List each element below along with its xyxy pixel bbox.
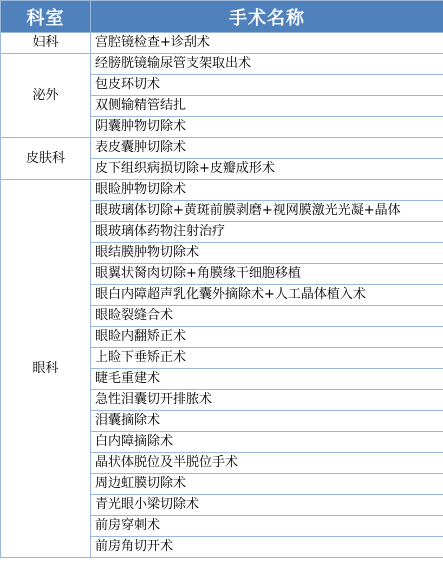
surgery-name-cell: 上睑下垂矫正术 [91, 348, 443, 369]
table-row [1, 54, 443, 75]
dept-cell: 眼科 [1, 180, 91, 558]
surgery-name-cell: 青光眼小梁切除术 [91, 495, 443, 516]
dept-cell: 皮肤科 [1, 138, 91, 180]
surgery-name-cell: 皮下组织病损切除+皮瓣成形术 [91, 159, 443, 180]
surgery-name-cell: 前房角切开术 [91, 537, 443, 558]
surgery-name-cell: 阴囊肿物切除术 [91, 117, 443, 138]
surgery-name-cell: 眼白内障超声乳化囊外摘除术+人工晶体植入术 [91, 285, 443, 306]
surgery-name-cell: 眼睑肿物切除术 [91, 180, 443, 201]
surgery-name-cell: 双侧输精管结扎 [91, 96, 443, 117]
surgery-name-cell: 眼玻璃体切除+黄斑前膜剥磨+视网膜激光光凝+晶体 [91, 201, 443, 222]
table-body [1, 33, 443, 558]
surgery-name-cell: 眼玻璃体药物注射治疗 [91, 222, 443, 243]
surgery-name-cell: 前房穿刺术 [91, 516, 443, 537]
surgery-name-cell: 睫毛重建术 [91, 369, 443, 390]
table-row [1, 138, 443, 159]
surgery-name-cell: 包皮环切术 [91, 75, 443, 96]
surgery-name-cell: 眼结膜肿物切除术 [91, 243, 443, 264]
header-row [1, 1, 443, 33]
surgery-name-cell: 宫腔镜检查+诊刮术 [91, 33, 443, 54]
surgery-name-cell: 表皮囊肿切除术 [91, 138, 443, 159]
header-surgery-name: 手术名称 [91, 1, 443, 33]
surgery-name-cell: 晶状体脱位及半脱位手术 [91, 453, 443, 474]
surgery-name-cell: 泪囊摘除术 [91, 411, 443, 432]
table-row [1, 33, 443, 54]
surgery-name-cell: 眼睑裂缝合术 [91, 306, 443, 327]
surgery-name-cell: 眼翼状胬肉切除+角膜缘干细胞移植 [91, 264, 443, 285]
surgery-name-cell: 急性泪囊切开排脓术 [91, 390, 443, 411]
surgery-name-cell: 周边虹膜切除术 [91, 474, 443, 495]
surgery-name-cell: 白内障摘除术 [91, 432, 443, 453]
table-row [1, 180, 443, 201]
dept-cell: 妇科 [1, 33, 91, 54]
surgery-name-cell: 眼睑内翻矫正术 [91, 327, 443, 348]
dept-cell: 泌外 [1, 54, 91, 138]
surgery-name-cell: 经膀胱镜输尿管支架取出术 [91, 54, 443, 75]
header-dept: 科室 [1, 1, 91, 33]
